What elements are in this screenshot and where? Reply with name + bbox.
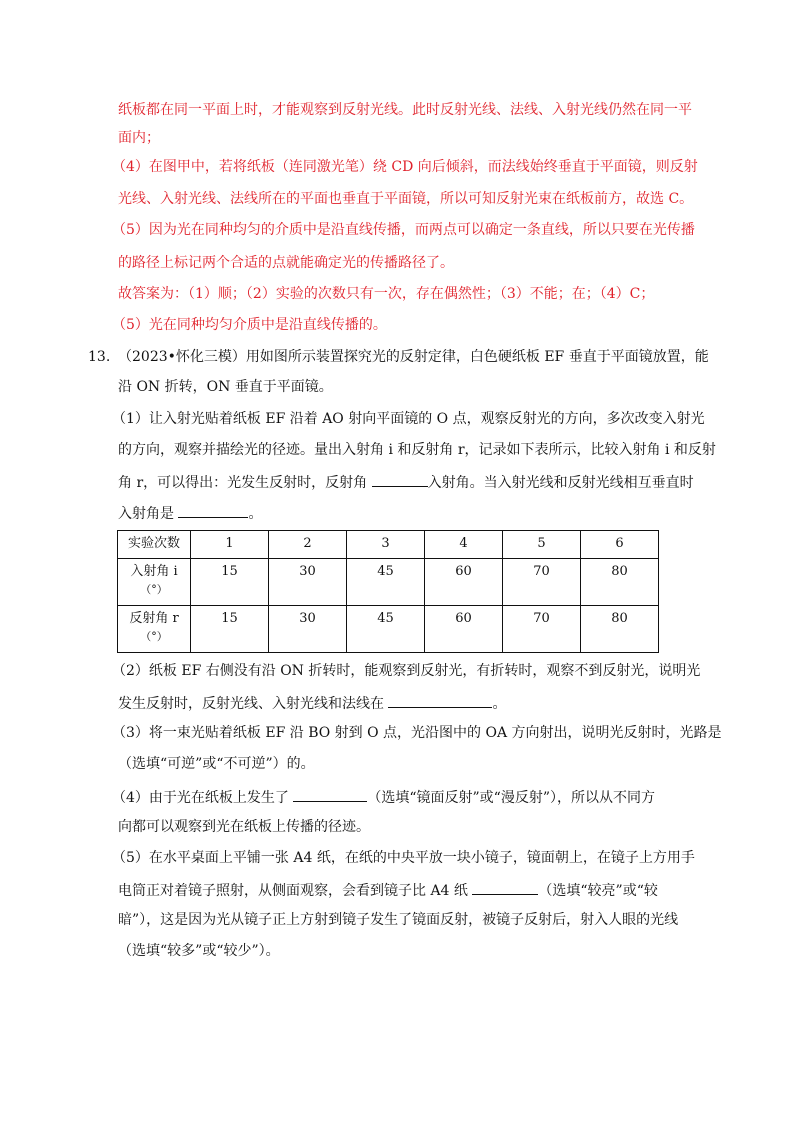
table-cell: 45 [347, 559, 425, 606]
table-cell: 15 [191, 559, 269, 606]
part1-line-3-a: 角 r，可以得出：光发生反射时，反射角 [118, 475, 372, 491]
table-reflect-label [118, 606, 191, 653]
part1-line-4-a: 入射角是 [118, 506, 179, 522]
table-cell: 60 [425, 606, 503, 653]
table-trial-6: 6 [581, 531, 659, 559]
part1-line-4-b: 。 [248, 506, 263, 522]
answer-blank-1[interactable] [372, 472, 428, 487]
part3-line-2: （选填“可逆”或“不可逆”）的。 [118, 756, 315, 772]
part1-line-2: 的方向，观察并描绘光的径迹。量出入射角 i 和反射角 r，记录如下表所示，比较入射角 i 和反射 [118, 442, 716, 458]
part1-line-3-b: 入射角。当入射光线和反射光线相互垂直时 [427, 475, 694, 491]
table-cell: 15 [191, 606, 269, 653]
incident-unit: （°） [140, 583, 168, 596]
part5-line-3: 暗”），这是因为光从镜子正上方射到镜子发生了镜面反射，被镜子反射后，射入人眼的光线 [118, 912, 679, 928]
table-cell: 60 [425, 559, 503, 606]
part1-line-4 [118, 503, 262, 523]
part5-line-2-a: 电筒正对着镜子照射，从侧面观察，会看到镜子比 A4 纸 [118, 883, 473, 899]
table-cell: 30 [269, 606, 347, 653]
question-intro-1: （2023•怀化三模）用如图所示装置探究光的反射定律，白色硬纸板 EF 垂直于平面镜放置，能 [118, 349, 709, 365]
table-cell: 70 [503, 559, 581, 606]
answer-line-4: 光线、入射光线、法线所在的平面也垂直于平面镜，所以可知反射光束在纸板前方，故选 C。 [118, 191, 694, 207]
table-trial-1: 1 [191, 531, 269, 559]
reflect-unit: （°） [140, 630, 168, 643]
question-intro-2: 沿 ON 折转，ON 垂直于平面镜。 [118, 379, 333, 395]
table-cell: 45 [347, 606, 425, 653]
part1-line-1: （1）让入射光贴着纸板 EF 沿着 AO 射向平面镜的 O 点，观察反射光的方向，多次改变入射光 [112, 411, 705, 427]
data-table [117, 530, 659, 653]
table-incident-label [118, 559, 191, 606]
table-trial-5: 5 [503, 531, 581, 559]
table-cell: 80 [581, 559, 659, 606]
answer-blank-4[interactable] [293, 787, 367, 802]
table-cell: 80 [581, 606, 659, 653]
part4-line-2: 向都可以观察到光在纸板上传播的径迹。 [118, 819, 370, 835]
table-trial-2: 2 [269, 531, 347, 559]
table-trial-3: 3 [347, 531, 425, 559]
reflect-label-text: 反射角 r [129, 611, 179, 626]
answer-blank-2[interactable] [178, 503, 248, 518]
table-row-reflect [118, 606, 659, 653]
answer-blank-5[interactable] [472, 880, 538, 895]
incident-label-text: 入射角 i [130, 564, 178, 579]
answer-line-8: （5）光在同种均匀介质中是沿直线传播的。 [112, 317, 387, 333]
part2-line-2-a: 发生反射时，反射光线、入射光线和法线在 [118, 696, 389, 712]
part4-line-1 [112, 787, 655, 807]
table-row-incident [118, 559, 659, 606]
part5-line-4: （选填“较多”或“较少”）。 [118, 943, 280, 959]
answer-line-1: 纸板都在同一平面上时，才能观察到反射光线。此时反射光线、法线、入射光线仍然在同一平 [118, 102, 692, 118]
answer-line-7: 故答案为：（1）顺；（2）实验的次数只有一次，存在偶然性；（3）不能；在；（4）C； [118, 286, 655, 302]
answer-line-6: 的路径上标记两个合适的点就能确定光的传播路径了。 [118, 255, 454, 271]
question-number: 13. [88, 349, 111, 365]
table-row-header [118, 531, 659, 559]
part5-line-2 [118, 880, 658, 900]
part2-line-1: （2）纸板 EF 右侧没有沿 ON 折转时，能观察到反射光，有折转时，观察不到反射光，说明光 [112, 663, 701, 679]
answer-line-5: （5）因为光在同种均匀的介质中是沿直线传播，而两点可以确定一条直线，所以只要在光传播 [112, 222, 695, 238]
answer-line-2: 面内； [118, 130, 160, 146]
part1-line-3 [118, 472, 694, 492]
table-cell: 30 [269, 559, 347, 606]
table-cell: 70 [503, 606, 581, 653]
part5-line-2-b: （选填“较亮”或“较 [538, 883, 658, 899]
part3-line-1: （3）将一束光贴着纸板 EF 沿 BO 射到 O 点，光沿图中的 OA 方向射出，说明光反射时，光路是 [112, 725, 722, 741]
part4-line-1-b: （选填“镜面反射”或“漫反射”），所以从不同方 [367, 790, 655, 806]
table-header-label: 实验次数 [118, 531, 191, 559]
part4-line-1-a: （4）由于光在纸板上发生了 [112, 790, 294, 806]
answer-blank-3[interactable] [388, 693, 492, 708]
part2-line-2 [118, 693, 506, 713]
part5-line-1: （5）在水平桌面上平铺一张 A4 纸，在纸的中央平放一块小镜子，镜面朝上，在镜子上方用手 [112, 850, 695, 866]
part2-line-2-b: 。 [492, 696, 507, 712]
answer-line-3: （4）在图甲中，若将纸板（连同激光笔）绕 CD 向后倾斜，而法线始终垂直于平面镜，则反射 [112, 159, 698, 175]
table-trial-4: 4 [425, 531, 503, 559]
